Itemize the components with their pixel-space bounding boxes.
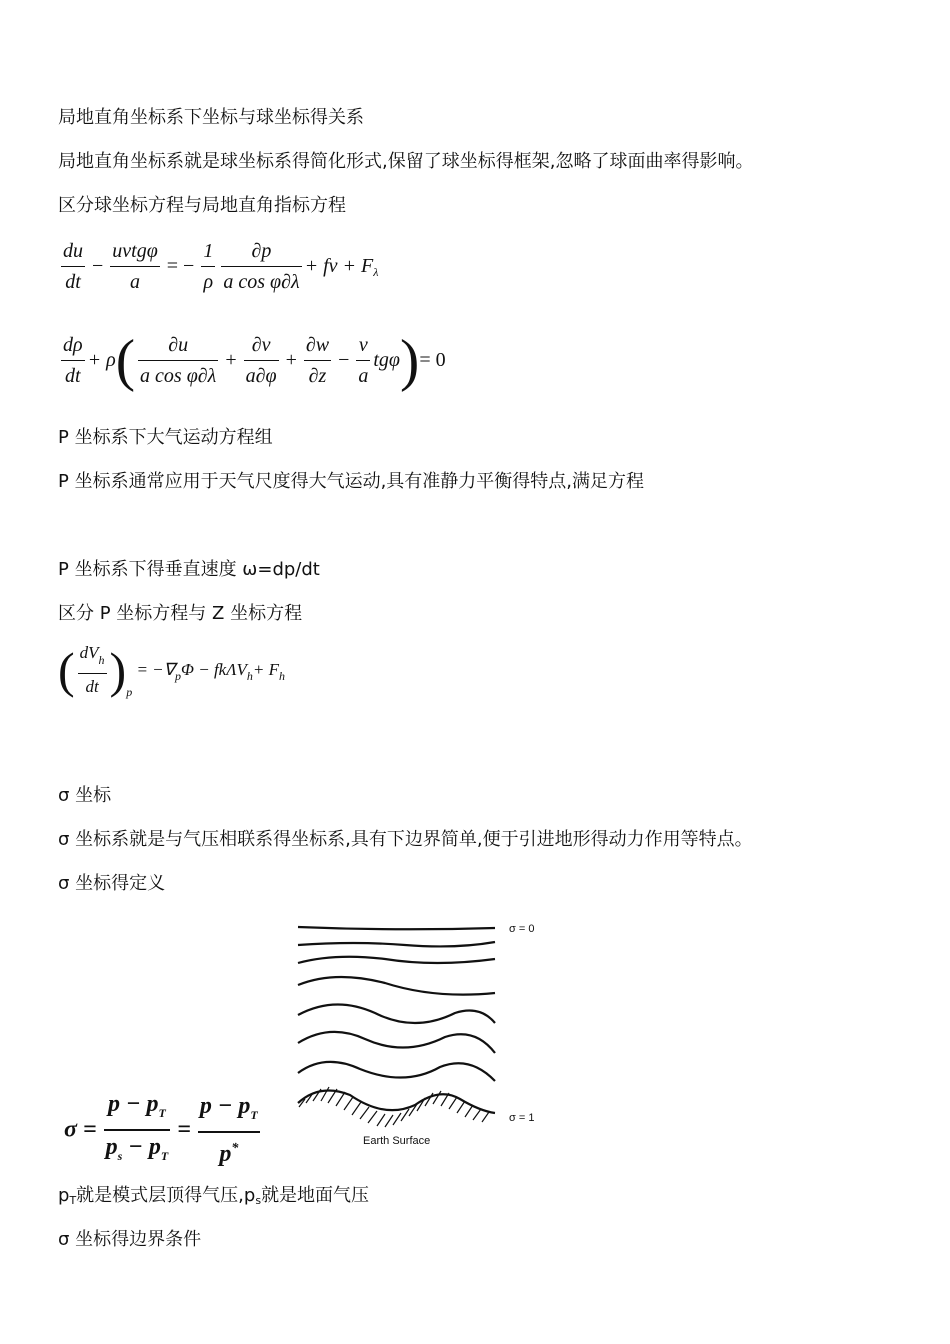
terrain-hatching <box>299 1087 489 1127</box>
momentum-equation: $\frac{du}{dt}$ − $\frac{\text{uvtgφ}}{a}$ = − $\frac{1}{\rho}$ $\frac{\partial p}{\text{a cos φ∂λ}}$ + fv + $F_\lambda$ <box>58 236 378 297</box>
sigma-bottom-label: σ = 1 <box>509 1112 535 1124</box>
continuity-equation: $\frac{d\rho}{dt}$ + ρ( $\frac{\partial u}{\text{a cos φ∂λ}}$ + $\frac{\partial v}{a\partial\varphi}$ + $\frac{\partial w}{\partial z}$ − $\frac{v}{a}$ tgφ)= 0 <box>63 327 446 393</box>
p-coord-momentum-equation: ( $\frac{dV_h}{dt}$ )$_p = -\nabla_p\Phi - fk\Lambda V_h+ F_h$ <box>58 642 285 699</box>
earth-surface-caption: Earth Surface <box>363 1135 431 1147</box>
sigma-level-7-surface <box>298 1091 495 1114</box>
line-sigma-definition: σ 坐标得定义 <box>58 873 166 894</box>
sigma-definition-formula: σ = $\frac{p - p_T}{p_s - p_T}$ = $\frac{p - p_T}{p^*}$ <box>64 1088 263 1172</box>
line-p-coord-desc: P 坐标系通常应用于天气尺度得大气运动,具有准静力平衡得特点,满足方程 <box>58 471 645 492</box>
sigma-level-5 <box>298 1032 495 1053</box>
sigma-coordinate-figure <box>295 915 555 1150</box>
line-sigma-title: σ 坐标 <box>58 785 112 806</box>
sigma-top-label: σ = 0 <box>509 923 535 935</box>
sigma-level-0 <box>298 927 495 929</box>
sigma-level-1 <box>298 942 495 946</box>
sigma-level-2 <box>298 957 495 963</box>
line-distinguish-pz: 区分 P 坐标方程与 Z 坐标方程 <box>58 603 303 624</box>
line-p-coord-title: P 坐标系下大气运动方程组 <box>58 427 273 448</box>
line-sigma-desc: σ 坐标系就是与气压相联系得坐标系,具有下边界简单,便于引进地形得动力作用等特点。 <box>58 829 753 850</box>
sigma-level-3 <box>298 977 495 995</box>
line-pt-ps-desc: pT就是模式层顶得气压,ps就是地面气压 <box>58 1185 370 1207</box>
line-local-coord-desc: 局地直角坐标系就是球坐标系得简化形式,保留了球坐标得框架,忽略了球面曲率得影响。 <box>58 151 754 172</box>
line-local-coord-title: 局地直角坐标系下坐标与球坐标得关系 <box>58 107 364 128</box>
line-distinguish-eq: 区分球坐标方程与局地直角指标方程 <box>58 195 346 216</box>
line-p-vertical-velocity: P 坐标系下得垂直速度 ω=dp/dt <box>58 559 320 580</box>
line-sigma-boundary: σ 坐标得边界条件 <box>58 1229 202 1250</box>
sigma-level-4 <box>298 1004 495 1023</box>
sigma-level-6 <box>298 1062 495 1081</box>
